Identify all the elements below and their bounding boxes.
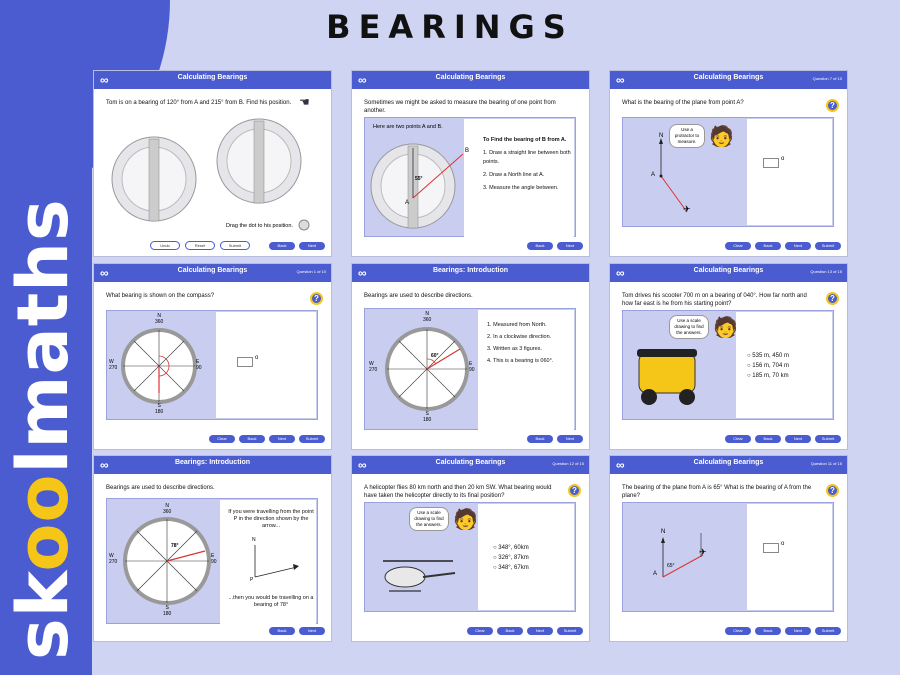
step-item: 1. Measured from North. [487, 322, 547, 328]
scooter-illustration [633, 347, 713, 417]
next-button[interactable]: Next [785, 435, 811, 443]
east-label: E 90 [469, 361, 475, 373]
card-title: Calculating Bearings [693, 267, 764, 274]
card-header [610, 456, 847, 474]
card-measure-bearing [351, 70, 590, 257]
card-plane-bearing [609, 70, 848, 257]
infinity-icon: ∞ [358, 458, 367, 472]
question-text: Tom is on a bearing of 120° from A and 215° from B. Find his position. [106, 100, 292, 106]
submit-button[interactable]: Submit [815, 435, 841, 443]
back-button[interactable]: Back [269, 242, 295, 250]
option-item[interactable]: ○ 348°, 67km [493, 563, 529, 573]
west-label: W 270 [109, 553, 118, 565]
back-button[interactable]: Back [755, 435, 781, 443]
direction-diagram [235, 537, 315, 587]
option-item[interactable]: ○ 348°, 60km [493, 543, 529, 553]
south-label: S 180 [155, 403, 164, 415]
card-title: Calculating Bearings [435, 459, 506, 466]
label-n: N [659, 133, 664, 139]
east-label: E 90 [196, 359, 202, 371]
infinity-icon: ∞ [100, 458, 109, 472]
work-area [106, 310, 318, 420]
north-label: N 360 [163, 503, 172, 515]
card-compass-bearing [93, 263, 332, 450]
card-helicopter-question [351, 455, 590, 642]
card-header [610, 264, 847, 282]
card-header [94, 264, 331, 282]
direction-text-a: If you were travelling from the point P in the direction shown by the arrow... [228, 509, 314, 529]
card-title: Calculating Bearings [177, 267, 248, 274]
next-button[interactable]: Next [269, 435, 295, 443]
label-b: B [465, 148, 470, 154]
help-icon[interactable]: ? [568, 484, 581, 497]
submit-button[interactable]: Submit [220, 241, 250, 250]
question-number: Question 7 of 10 [812, 76, 842, 81]
south-label: S 180 [423, 411, 432, 423]
label-n: N [252, 537, 256, 543]
back-button[interactable]: Back [527, 242, 553, 250]
card-drag-position [93, 70, 332, 257]
card-header [94, 456, 331, 474]
card-header [352, 456, 589, 474]
option-item[interactable]: ○ 185 m, 70 km [747, 371, 789, 381]
submit-button[interactable]: Submit [299, 435, 325, 443]
step-item: 3. Written as 3 figures. [487, 346, 542, 352]
label-p: P [250, 577, 254, 583]
degree-unit: o [781, 541, 785, 547]
label-a: A [653, 571, 658, 577]
label-n: N [661, 529, 666, 535]
east-label: E 90 [211, 553, 217, 565]
back-button[interactable]: Back [755, 242, 781, 250]
work-area [622, 117, 834, 227]
card-header [94, 71, 331, 89]
card-scooter-question [609, 263, 848, 450]
back-button[interactable]: Back [755, 627, 781, 635]
back-button[interactable]: Back [527, 435, 553, 443]
option-item[interactable]: ○ 326°, 87km [493, 553, 529, 563]
submit-button[interactable]: Submit [815, 242, 841, 250]
work-area [364, 308, 576, 430]
submit-button[interactable]: Submit [815, 627, 841, 635]
question-text: Bearings are used to describe directions. [106, 485, 215, 491]
step-item: 1. Draw a straight line between both points. [483, 150, 571, 165]
next-button[interactable]: Next [785, 627, 811, 635]
angle-label: 65° [667, 563, 675, 569]
infinity-icon: ∞ [358, 73, 367, 87]
south-label: S 180 [163, 605, 172, 617]
steps-heading: To Find the bearing of B from A. [483, 137, 567, 143]
infinity-icon: ∞ [100, 266, 109, 280]
brand-logo: skoolmaths [2, 198, 84, 660]
card-title: Calculating Bearings [693, 459, 764, 466]
question-number: Question 12 of 15 [552, 461, 584, 466]
protractor-drawing [94, 111, 332, 231]
label-a: A [651, 172, 656, 178]
question-text: Bearings are used to describe directions. [364, 293, 473, 299]
work-area [622, 502, 834, 612]
work-area [364, 502, 576, 612]
question-number: Question 11 of 15 [810, 461, 842, 466]
protractor-drawing [365, 128, 485, 238]
answer-panel [747, 504, 832, 610]
angle-label: 55° [415, 176, 423, 182]
next-button[interactable]: Next [299, 627, 325, 635]
undo-button[interactable]: Undo [150, 241, 180, 250]
next-button[interactable]: Next [785, 242, 811, 250]
question-number: Question 1 of 10 [296, 269, 326, 274]
answer-input[interactable] [763, 158, 779, 168]
help-icon[interactable]: ? [826, 292, 839, 305]
direction-text-b: ...then you would be travelling on a bearing of 78° [228, 595, 314, 608]
help-icon[interactable]: ? [826, 484, 839, 497]
teacher-avatar: 🧑 [453, 509, 478, 531]
north-label: N 360 [155, 313, 164, 325]
help-icon[interactable]: ? [826, 99, 839, 112]
work-area [106, 498, 318, 624]
label-a: A [405, 200, 410, 206]
question-text: The bearing of the plane from A is 65° What is the bearing of A from the plane? [622, 485, 812, 499]
bearing-diagram [623, 503, 743, 613]
reset-button[interactable]: Reset [185, 241, 215, 250]
page-title: BEARINGS [326, 8, 574, 46]
intro-text: Here are two points A and B. [373, 124, 443, 130]
card-back-bearing [609, 455, 848, 642]
answer-input[interactable] [237, 357, 253, 367]
hand-pointer-icon: ☚ [299, 95, 310, 109]
infinity-icon: ∞ [616, 266, 625, 280]
question-text: Sometimes we might be asked to measure the bearing of one point from another. [364, 100, 556, 114]
helicopter-illustration [373, 553, 463, 603]
clear-button[interactable]: Clear [467, 627, 493, 635]
back-button[interactable]: Back [239, 435, 265, 443]
infinity-icon: ∞ [100, 73, 109, 87]
card-title: Bearings: Introduction [432, 267, 509, 274]
hint-bubble: Use a protractor to measure. [669, 124, 705, 148]
question-number: Question 13 of 15 [810, 269, 842, 274]
angle-label: 78° [171, 543, 179, 549]
step-item: 4. This is a bearing is 060°. [487, 358, 554, 364]
option-item[interactable]: ○ 156 m, 704 m [747, 361, 789, 371]
question-text: What is the bearing of the plane from point A? [622, 100, 744, 106]
work-area [364, 117, 576, 237]
step-item: 3. Measure the angle between. [483, 185, 559, 191]
infinity-icon: ∞ [616, 458, 625, 472]
next-button[interactable]: Next [299, 242, 325, 250]
work-area [622, 310, 834, 420]
question-text: Tom drives his scooter 700 m on a bearing of 040°. How far north and how far east is he from his starting point? [622, 293, 807, 307]
card-header [352, 71, 589, 89]
degree-unit: o [781, 156, 785, 162]
plane-icon: ✈ [699, 547, 707, 557]
question-text: What bearing is shown on the compass? [106, 293, 215, 299]
card-title: Bearings: Introduction [174, 459, 251, 466]
answer-panel [747, 119, 832, 225]
card-bearings-intro-2 [93, 455, 332, 642]
card-title: Calculating Bearings [177, 74, 248, 81]
step-item: 2. In a clockwise direction. [487, 334, 552, 340]
clear-button[interactable]: Clear [725, 627, 751, 635]
teacher-avatar: 🧑 [709, 126, 734, 148]
step-item: 2. Draw a North line at A. [483, 172, 545, 178]
hint-bubble: Use a scale drawing to find the answers. [409, 507, 449, 531]
help-icon[interactable]: ? [310, 292, 323, 305]
submit-button[interactable]: Submit [557, 627, 583, 635]
card-title: Calculating Bearings [693, 74, 764, 81]
answer-panel [216, 312, 316, 418]
card-header [610, 71, 847, 89]
clear-button[interactable]: Clear [209, 435, 235, 443]
plane-icon: ✈ [683, 204, 691, 214]
next-button[interactable]: Next [527, 627, 553, 635]
next-button[interactable]: Next [557, 435, 583, 443]
clear-button[interactable]: Clear [725, 242, 751, 250]
next-button[interactable]: Next [557, 242, 583, 250]
hint-bubble: Use a scale drawing to find the answers. [669, 315, 709, 339]
west-label: W 270 [369, 361, 378, 373]
card-bearings-intro-1 [351, 263, 590, 450]
back-button[interactable]: Back [269, 627, 295, 635]
teacher-avatar: 🧑 [713, 317, 738, 339]
card-header [352, 264, 589, 282]
card-title: Calculating Bearings [435, 74, 506, 81]
answer-input[interactable] [763, 543, 779, 553]
angle-label: 60° [431, 353, 439, 359]
degree-unit: o [255, 355, 259, 361]
north-label: N 360 [423, 311, 432, 323]
infinity-icon: ∞ [616, 73, 625, 87]
west-label: W 270 [109, 359, 118, 371]
back-button[interactable]: Back [497, 627, 523, 635]
option-item[interactable]: ○ 535 m, 450 m [747, 351, 789, 361]
question-text: A helicopter flies 80 km north and then 20 km SW. What bearing would have taken the helicopter directly to its final position? [364, 485, 552, 499]
clear-button[interactable]: Clear [725, 435, 751, 443]
infinity-icon: ∞ [358, 266, 367, 280]
instruction-text: Drag the dot to his position. [226, 223, 293, 229]
